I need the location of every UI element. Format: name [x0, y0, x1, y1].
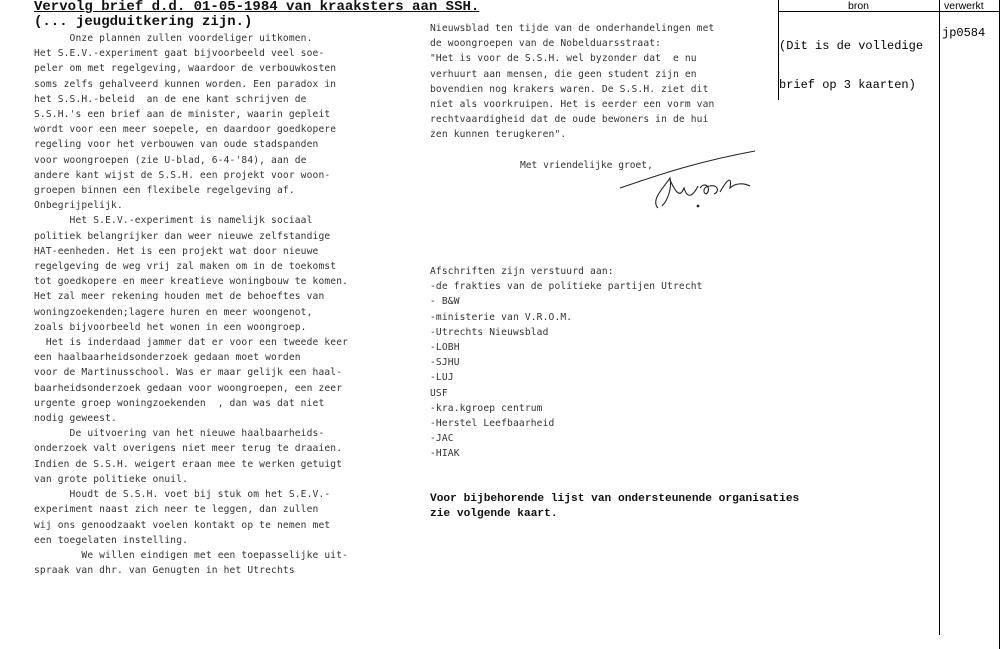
letter-line: verhuurt aan mensen, die geen student zijn en [430, 68, 697, 80]
letter-line: de woongroepen van de Nobelduarsstraat: [430, 38, 662, 50]
letter-line: bovendien nog krakers waren. De S.S.H. ziet dit [430, 83, 709, 95]
letter-line: De uitvoering van het nieuwe haalbaarheids- [34, 428, 325, 440]
letter-line: Onbegrijpelijk. [34, 200, 123, 212]
distribution-item: -kra.kgroep centrum [430, 402, 543, 414]
closing-greeting: Met vriendelijke groet, [520, 160, 653, 171]
letter-line: een toegelaten instelling. [34, 534, 189, 546]
letter-line: rechtvaardigheid dat de oude bewoners in de hui [430, 114, 709, 126]
distribution-item: - B&W [430, 296, 460, 308]
distribution-item: -LUJ [430, 372, 454, 384]
distribution-item: -Herstel Leefbaarheid [430, 418, 555, 430]
letter-right-column [430, 21, 770, 143]
letter-line: peler om met regelgeving, waardoor de verbouwkosten [34, 63, 337, 75]
letter-line: spraak van dhr. van Genugten in het Utrechts [34, 565, 295, 577]
letter-line: regeling voor het verbouwen van oude stadspanden [34, 139, 319, 151]
letter-line: groepen binnen een flexibele regelgeving af. [34, 185, 295, 197]
letter-line: zen kunnen terugkeren". [430, 129, 567, 141]
letter-line: experiment naast zich neer te leggen, dan zullen [34, 504, 319, 516]
distribution-item: -LOBH [430, 342, 460, 354]
source-note-line: (Dit is de volledige [779, 39, 924, 53]
distribution-item: -Utrechts Nieuwsblad [430, 326, 549, 338]
letter-line: HAT-eenheden. Het is een projekt wat door nieuwe [34, 245, 319, 257]
distribution-item: -JAC [430, 433, 454, 445]
letter-line: niet als voorkruipen. Het is eerder een vorm van [430, 99, 715, 111]
distribution-item: USF [430, 387, 448, 399]
distribution-list [430, 264, 703, 462]
distribution-item: -HIAK [430, 448, 460, 460]
letter-line: regelgeving de weg vrij zal maken om in de toekomst [34, 261, 337, 273]
letter-line: Het S.E.V.-experiment gaat bijvoorbeeld veel soe- [34, 48, 325, 60]
distribution-item: -SJHU [430, 357, 460, 369]
footer-note-line: zie volgende kaart. [430, 508, 558, 520]
letter-line: We willen eindigen met een toepasselijke uit- [34, 549, 349, 561]
letter-line: "Het is voor de S.S.H. wel byzonder dat e nu [430, 53, 697, 65]
handwritten-signature [610, 148, 760, 213]
letter-line: Nieuwsblad ten tijde van de onderhandelingen met [430, 23, 715, 34]
letter-line: Houdt de S.S.H. voet bij stuk om het S.E.V.- [34, 489, 331, 501]
letter-line: voor woongroepen (zie U-blad, 6-4-'84), aan de [34, 154, 307, 166]
letter-line: soms zelfs gehalveerd kunnen worden. Een paradox in [34, 78, 337, 90]
letter-line: wordt voor een meer soepele, en daardoor goedkopere [34, 124, 337, 136]
letter-line: Het S.E.V.-experiment is namelijk sociaal [34, 215, 313, 227]
heading-line-2: (... jeugduitkering zijn.) [34, 14, 253, 30]
column-header-bron: bron [848, 0, 870, 12]
heading-line-1: Vervolg brief d.d. 01-05-1984 van kraaksters aan SSH. [34, 0, 480, 15]
letter-line: zoals bijvoorbeeld het wonen in een woongroep. [34, 321, 307, 333]
footer-note [430, 492, 799, 522]
letter-line: onderzoek valt overigens niet meer terug te draaien. [34, 443, 343, 455]
footer-note-line: Voor bijbehorende lijst van ondersteunende organisaties [430, 493, 800, 505]
letter-line: tot goedkopere en meer kreatieve woningbouw te komen. [34, 276, 349, 288]
table-divider [939, 0, 940, 635]
letter-line: baarheidsonderzoek gedaan voor woongroepen, een zeer [34, 382, 343, 394]
letter-line: nodig geweest. [34, 413, 117, 425]
processed-code: jp0584 [942, 26, 986, 40]
document-heading [34, 0, 479, 30]
letter-line: S.S.H.'s een brief aan de minister, waarin gepleit [34, 109, 331, 121]
letter-left-column [34, 31, 404, 578]
column-header-verwerkt: verwerkt [944, 0, 984, 12]
metadata-table [778, 0, 1000, 649]
letter-line: Onze plannen zullen voordeliger uitkomen. [34, 33, 313, 44]
letter-line: Het is inderdaad jammer dat er voor een tweede keer [34, 337, 349, 349]
distribution-item: Afschriften zijn verstuurd aan: [430, 266, 614, 277]
letter-line: Indien de S.S.H. weigert eraan mee te werken getuigt [34, 458, 343, 470]
letter-line: Het zal meer rekening houden met de behoeftes van [34, 291, 325, 303]
letter-line: voor de Martinusschool. Was er maar gelijk een haal- [34, 367, 343, 379]
distribution-item: -de frakties van de politieke partijen Utrecht [430, 281, 703, 293]
letter-line: het S.S.H.-beleid an de ene kant schrijven de [34, 93, 307, 105]
letter-line: urgente groep woningzoekenden , dan was dat niet [34, 397, 325, 409]
source-note-line: brief op 3 kaarten) [779, 78, 916, 92]
letter-line: wij ons genoodzaakt voelen kontakt op te nemen met [34, 519, 331, 531]
letter-line: politiek belangrijker dan weer nieuwe zelfstandige [34, 230, 331, 242]
source-note [779, 14, 923, 118]
letter-line: van grote politieke onuil. [34, 473, 189, 485]
distribution-item: -ministerie van V.R.O.M. [430, 311, 573, 323]
letter-line: een haalbaarheidsonderzoek gedaan moet worden [34, 352, 301, 364]
letter-line: andere kant wijst de S.S.H. een projekt voor woon- [34, 169, 331, 181]
letter-line: woningzoekenden;lagere huren en meer woongenot, [34, 306, 313, 318]
